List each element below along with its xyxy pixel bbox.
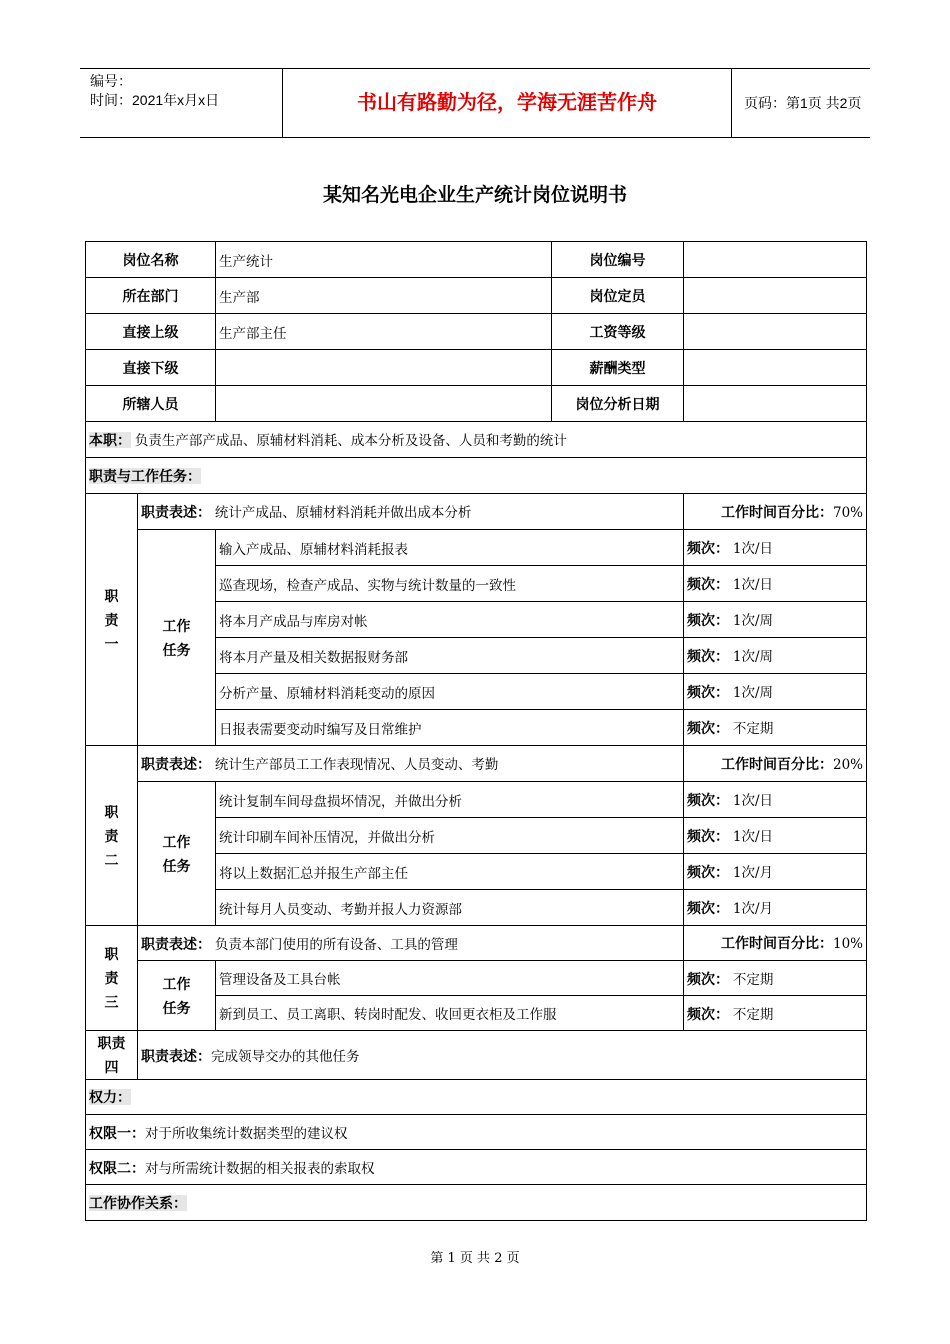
task-freq-label: 频次：: [687, 900, 729, 916]
task-freq-label: 频次：: [687, 970, 729, 987]
field-value: 生产部主任: [216, 314, 552, 350]
table-row: [86, 386, 867, 422]
task-freq-label: 频次：: [687, 720, 729, 736]
task-freq-value: 1次/周: [732, 613, 774, 629]
duty-name-cell: 职责一: [86, 494, 138, 746]
duty-desc-label: 职责表述：: [141, 504, 211, 520]
field-value: [216, 350, 552, 386]
task-freq-value: 1次/日: [732, 829, 774, 845]
table-row: [86, 458, 867, 494]
task-group-label: 工作任务: [138, 530, 216, 746]
duty-name-cell: 职责四: [86, 1031, 138, 1080]
task-text: 将本月产成品与库房对帐: [216, 602, 684, 638]
field-value: [684, 350, 867, 386]
table-row: [86, 1185, 867, 1221]
table-row: [86, 278, 867, 314]
task-freq-cell: [684, 602, 867, 638]
authority-heading-label: 权力：: [89, 1089, 131, 1105]
duty-pct-label: 工作时间百分比：: [720, 755, 833, 772]
field-label: 岗位名称: [86, 242, 216, 278]
field-label: 岗位分析日期: [552, 386, 684, 422]
table-row: [86, 350, 867, 386]
cooperation-heading-label: 工作协作关系：: [89, 1194, 187, 1211]
field-label: 直接上级: [86, 314, 216, 350]
task-freq-cell: [684, 566, 867, 602]
duty-pct-cell: [684, 926, 867, 961]
task-freq-label: 频次：: [687, 792, 729, 808]
table-row: [86, 1080, 867, 1115]
task-text: 统计复制车间母盘损坏情况，并做出分析: [216, 782, 684, 818]
field-label: 工资等级: [552, 314, 684, 350]
task-freq-cell: [684, 996, 867, 1031]
task-freq-cell: [684, 638, 867, 674]
duty-pct-label: 工作时间百分比：: [720, 935, 833, 951]
duty-pct-cell: [684, 494, 867, 530]
task-freq-value: 1次/日: [732, 541, 774, 557]
task-freq-cell: [684, 530, 867, 566]
code-label: 编号：: [90, 73, 132, 89]
authority-label: 权限二：: [89, 1159, 145, 1176]
task-freq-label: 频次：: [687, 828, 729, 844]
task-text: 新到员工、员工离职、转岗时配发、收回更衣柜及工作服: [216, 996, 684, 1031]
task-freq-label: 频次：: [687, 1005, 729, 1022]
task-text: 管理设备及工具台帐: [216, 961, 684, 996]
duty-name-cell: 职责三: [86, 926, 138, 1031]
authority-text: 对与所需统计数据的相关报表的索取权: [145, 1160, 375, 1177]
authority-heading: [86, 1080, 867, 1115]
task-text: 巡查现场，检查产成品、实物与统计数量的一致性: [216, 566, 684, 602]
duty-name-cell: 职责二: [86, 746, 138, 926]
page-header: [80, 68, 870, 138]
field-label: 薪酬类型: [552, 350, 684, 386]
duty-desc-text: 负责本部门使用的所有设备、工具的管理: [214, 936, 458, 953]
task-freq-label: 频次：: [687, 648, 729, 664]
task-freq-cell: [684, 674, 867, 710]
task-freq-value: 1次/日: [732, 793, 774, 809]
authority-row: [86, 1115, 867, 1150]
task-freq-label: 频次：: [687, 576, 729, 592]
duty-desc-text: 统计生产部员工工作表现情况、人员变动、考勤: [214, 757, 499, 773]
task-freq-value: 1次/周: [732, 685, 774, 701]
table-row: [86, 961, 867, 996]
task-freq-value: 1次/月: [732, 865, 774, 881]
task-text: 日报表需要变动时编写及日常维护: [216, 710, 684, 746]
time-label: 时间：2021年x月x日: [90, 92, 220, 108]
task-freq-cell: [684, 818, 867, 854]
task-freq-value: 不定期: [732, 971, 774, 988]
duties-heading: [86, 458, 867, 494]
task-freq-value: 不定期: [732, 721, 774, 737]
table-row: [86, 782, 867, 818]
header-page-number: 页码：第1页 共2页: [744, 95, 862, 111]
duties-heading-label: 职责与工作任务：: [89, 467, 201, 484]
header-slogan: 书山有路勤为径，学海无涯苦作舟: [282, 69, 732, 137]
field-value: [684, 386, 867, 422]
task-freq-value: 1次/周: [732, 649, 774, 665]
table-row: [86, 1115, 867, 1150]
duty-pct-value: 20%: [832, 756, 863, 773]
core-duty-text: 负责生产部产成品、原辅材料消耗、成本分析及设备、人员和考勤的统计: [134, 433, 567, 449]
field-label: 所辖人员: [86, 386, 216, 422]
duty-desc-label: 职责表述：: [141, 1047, 211, 1064]
duty-pct-value: 10%: [832, 936, 863, 952]
task-freq-label: 频次：: [687, 612, 729, 628]
table-row: [86, 746, 867, 782]
core-duty-label: 本职：: [89, 432, 131, 448]
table-row: [86, 314, 867, 350]
task-group-label: 工作任务: [138, 961, 216, 1031]
field-value: [216, 386, 552, 422]
field-value: 生产统计: [216, 242, 552, 278]
field-value: [684, 278, 867, 314]
cooperation-heading: [86, 1185, 867, 1221]
page-footer: 第 1 页 共 2 页: [430, 1251, 520, 1266]
field-label: 岗位定员: [552, 278, 684, 314]
table-row: [86, 242, 867, 278]
field-value: [684, 314, 867, 350]
task-text: 将以上数据汇总并报生产部主任: [216, 854, 684, 890]
duty-desc-text: 统计产成品、原辅材料消耗并做出成本分析: [214, 505, 472, 521]
core-duty-cell: [86, 422, 867, 458]
duty-desc-cell: [138, 494, 684, 530]
task-freq-cell: [684, 890, 867, 926]
task-freq-value: 1次/月: [732, 901, 774, 917]
table-row: [86, 494, 867, 530]
task-text: 分析产量、原辅材料消耗变动的原因: [216, 674, 684, 710]
task-freq-cell: [684, 782, 867, 818]
task-freq-cell: [684, 710, 867, 746]
field-label: 所在部门: [86, 278, 216, 314]
table-row: [86, 1031, 867, 1080]
task-group-label: 工作任务: [138, 782, 216, 926]
header-meta: [80, 69, 282, 137]
table-row: [86, 422, 867, 458]
duty-pct-value: 70%: [832, 504, 863, 521]
task-freq-value: 1次/日: [732, 577, 774, 593]
field-label: 岗位编号: [552, 242, 684, 278]
task-text: 输入产成品、原辅材料消耗报表: [216, 530, 684, 566]
authority-row: [86, 1150, 867, 1185]
task-freq-value: 不定期: [732, 1006, 774, 1023]
task-freq-label: 频次：: [687, 540, 729, 556]
field-value: [684, 242, 867, 278]
task-text: 统计印刷车间补压情况，并做出分析: [216, 818, 684, 854]
duty-pct-label: 工作时间百分比：: [720, 503, 833, 520]
field-label: 直接下级: [86, 350, 216, 386]
task-text: 统计每月人员变动、考勤并报人力资源部: [216, 890, 684, 926]
task-freq-cell: [684, 961, 867, 996]
task-freq-cell: [684, 854, 867, 890]
task-freq-label: 频次：: [687, 684, 729, 700]
duty-pct-cell: [684, 746, 867, 782]
table-row: [86, 1150, 867, 1185]
duty-desc-text: 完成领导交办的其他任务: [211, 1048, 360, 1065]
authority-label: 权限一：: [89, 1124, 145, 1141]
duty-desc-cell: [138, 746, 684, 782]
field-value: 生产部: [216, 278, 552, 314]
job-description-table: [85, 241, 867, 1221]
task-text: 将本月产量及相关数据报财务部: [216, 638, 684, 674]
table-row: [86, 530, 867, 566]
duty-desc-label: 职责表述：: [141, 935, 211, 952]
duty-desc-cell: [138, 926, 684, 961]
task-freq-label: 频次：: [687, 864, 729, 880]
duty-desc-cell: [138, 1031, 867, 1080]
document-title: 某知名光电企业生产统计岗位说明书: [322, 185, 627, 206]
duty-desc-label: 职责表述：: [141, 756, 211, 772]
table-row: [86, 926, 867, 961]
authority-text: 对于所收集统计数据类型的建议权: [145, 1125, 348, 1142]
